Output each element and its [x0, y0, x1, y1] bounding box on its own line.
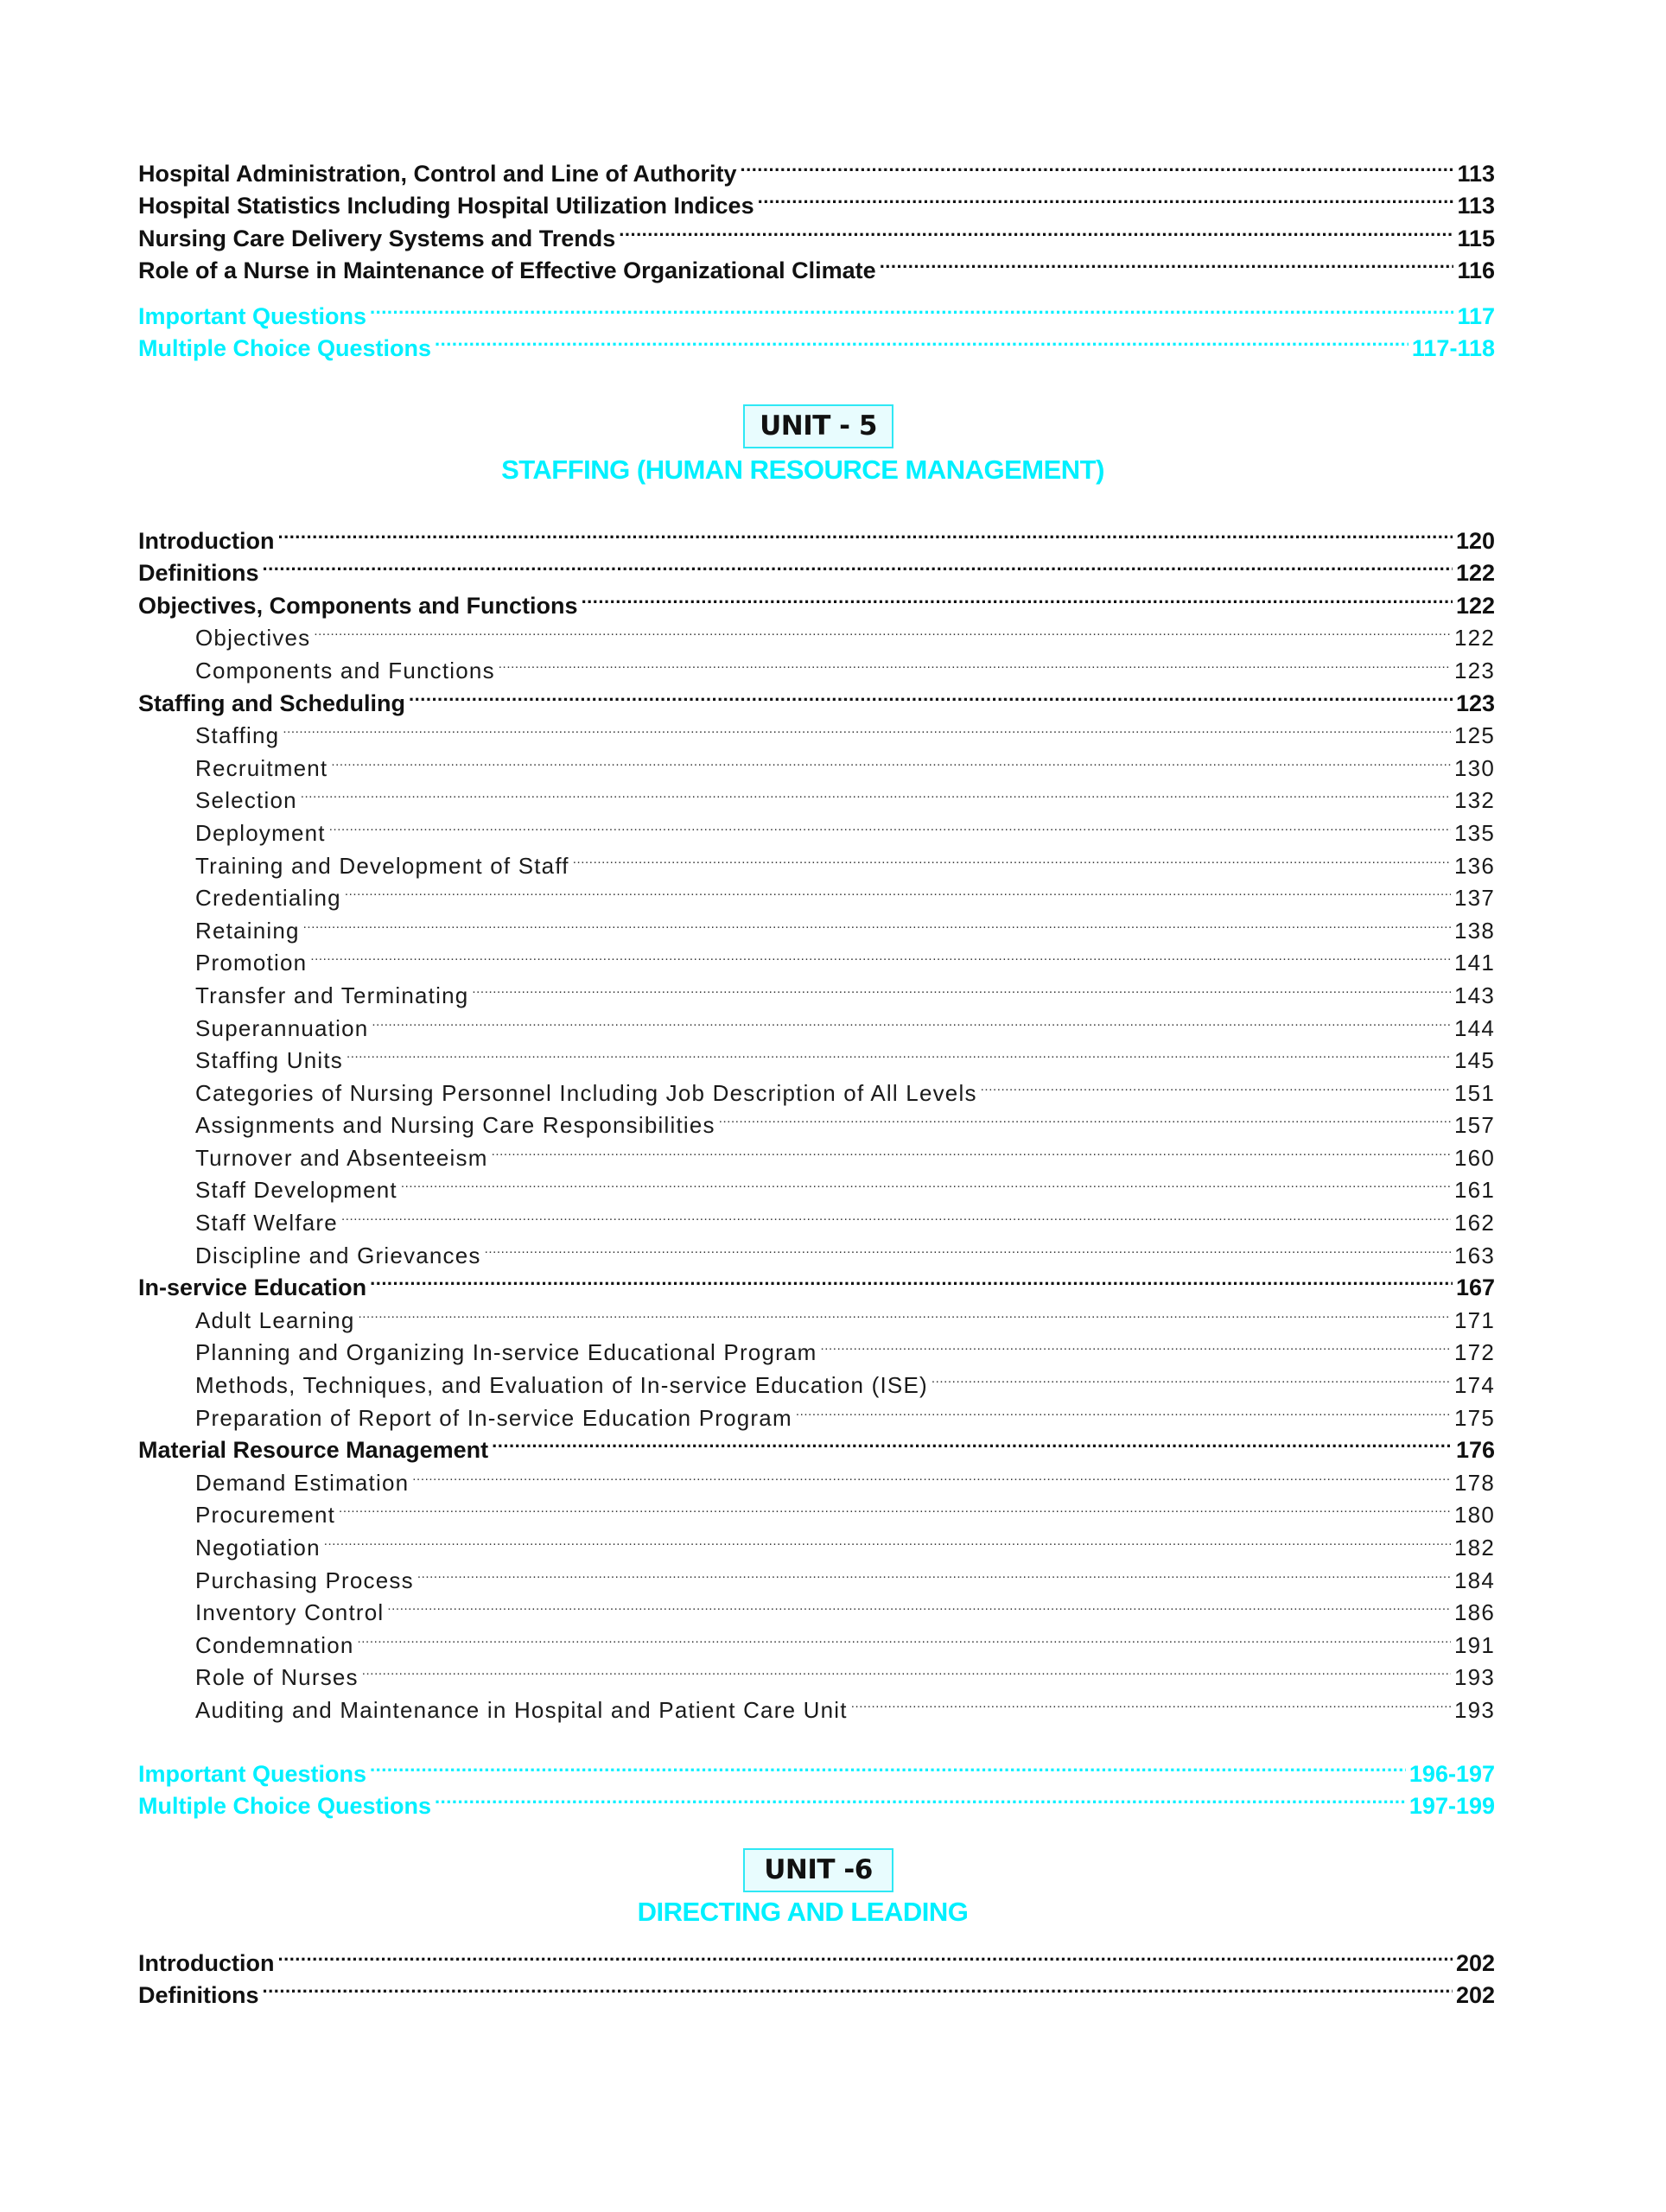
toc-entry[interactable] — [138, 1938, 1495, 1976]
dot-leader — [932, 1360, 1451, 1393]
toc-entry[interactable] — [138, 1971, 1495, 2009]
entry-title: Planning and Organizing In-service Educational Program — [195, 1339, 817, 1366]
entry-page: 191 — [1454, 1631, 1495, 1658]
entry-page: 162 — [1454, 1210, 1495, 1236]
toc-subentry[interactable] — [138, 841, 1495, 879]
entry-title: Nursing Care Delivery Systems and Trends — [138, 225, 616, 251]
unit-5-questions — [138, 1749, 1495, 1820]
entry-title: Condemnation — [195, 1631, 354, 1658]
entry-page: 171 — [1454, 1306, 1495, 1333]
entry-title: Definitions — [138, 560, 259, 587]
entry-title: Auditing and Maintenance in Hospital and Patient Care Unit — [195, 1696, 848, 1723]
entry-page: 113 — [1457, 160, 1495, 187]
dot-leader — [821, 1328, 1452, 1361]
dot-leader — [341, 1198, 1451, 1230]
toc-subentry[interactable] — [138, 1555, 1495, 1593]
entry-page: 175 — [1454, 1404, 1495, 1431]
entry-title: In-service Education — [138, 1274, 367, 1301]
entry-title: Staff Welfare — [195, 1210, 338, 1236]
entry-page: 180 — [1454, 1502, 1495, 1529]
entry-title: Categories of Nursing Personnel Including Job Description of All Levels — [195, 1079, 977, 1106]
unit-5-label: UNIT - 5 — [743, 404, 893, 448]
entry-title: Promotion — [195, 950, 308, 976]
entry-title: Role of Nurses — [195, 1664, 359, 1691]
entry-title: Role of a Nurse in Maintenance of Effective Organizational Climate — [138, 257, 876, 284]
toc-subentry[interactable] — [138, 711, 1495, 749]
entry-page: 151 — [1454, 1079, 1495, 1106]
entry-title: Important Questions — [138, 302, 367, 329]
entry-page: 160 — [1454, 1144, 1495, 1171]
top-questions — [138, 291, 1495, 362]
entry-title: Methods, Techniques, and Evaluation of In-service Education (ISE) — [195, 1372, 928, 1399]
entry-title: Transfer and Terminating — [195, 982, 469, 1008]
entry-page: 138 — [1454, 917, 1495, 944]
entry-page: 174 — [1454, 1372, 1495, 1399]
dot-leader — [347, 1036, 1451, 1069]
toc-subentry[interactable] — [138, 613, 1495, 652]
dot-leader — [314, 613, 1451, 646]
toc-subentry[interactable] — [138, 1230, 1495, 1268]
dot-leader — [582, 581, 1453, 613]
entry-page: 196-197 — [1408, 1760, 1495, 1787]
entry-title: Multiple Choice Questions — [138, 335, 432, 362]
dot-leader — [329, 808, 1451, 841]
dot-leader — [758, 181, 1454, 214]
toc-subentry[interactable] — [138, 1522, 1495, 1560]
toc-subentry[interactable] — [138, 1491, 1495, 1529]
dot-leader — [412, 1458, 1451, 1491]
entry-title: Training and Development of Staff — [195, 852, 569, 879]
toc-subentry[interactable] — [138, 776, 1495, 814]
dot-leader — [345, 874, 1451, 906]
dot-leader — [263, 549, 1453, 582]
entry-page: 144 — [1454, 1014, 1495, 1041]
entry-title: Adult Learning — [195, 1306, 355, 1333]
dot-leader — [417, 1555, 1451, 1588]
unit-6-label: UNIT -6 — [743, 1848, 893, 1892]
dot-leader — [880, 246, 1454, 279]
entry-page: 130 — [1454, 754, 1495, 781]
entry-page: 122 — [1455, 560, 1495, 587]
entry-page: 161 — [1454, 1177, 1495, 1204]
entry-page: 172 — [1454, 1339, 1495, 1366]
entry-page: 182 — [1454, 1535, 1495, 1560]
entry-title: Objectives — [195, 625, 311, 652]
entry-page: 202 — [1455, 1949, 1495, 1976]
entry-title: Discipline and Grievances — [195, 1242, 481, 1268]
entry-title: Credentialing — [195, 885, 341, 912]
entry-page: 157 — [1454, 1112, 1495, 1139]
dot-leader — [358, 1295, 1451, 1328]
dot-leader — [851, 1685, 1451, 1718]
entry-page: 125 — [1454, 722, 1495, 749]
toc-subentry[interactable] — [138, 743, 1495, 781]
dot-leader — [362, 1653, 1451, 1686]
unit-6-heading: DIRECTING AND LEADING — [637, 1897, 969, 1927]
entry-title: Demand Estimation — [195, 1469, 410, 1496]
entry-title: Hospital Administration, Control and Line of Authority — [138, 160, 737, 187]
toc-subentry[interactable] — [138, 906, 1495, 944]
important-questions-entry[interactable] — [138, 291, 1495, 329]
entry-page: 184 — [1454, 1567, 1495, 1593]
dot-leader — [435, 1782, 1406, 1815]
entry-page: 145 — [1454, 1047, 1495, 1074]
entry-page: 117 — [1457, 302, 1495, 329]
entry-title: Staffing Units — [195, 1047, 343, 1074]
entry-title: Negotiation — [195, 1535, 321, 1560]
dot-leader — [303, 906, 1451, 938]
dot-leader — [324, 1522, 1451, 1555]
entry-title: Deployment — [195, 819, 326, 846]
dot-leader — [283, 711, 1451, 744]
dot-leader — [301, 776, 1451, 809]
entry-page: 120 — [1455, 527, 1495, 554]
entry-page: 141 — [1454, 950, 1495, 976]
entry-title: Recruitment — [195, 754, 328, 781]
entry-page: 136 — [1454, 852, 1495, 879]
entry-page: 193 — [1454, 1664, 1495, 1691]
dot-leader — [277, 516, 1452, 549]
dot-leader — [370, 1749, 1406, 1782]
dot-leader — [310, 938, 1451, 971]
toc-subentry[interactable] — [138, 938, 1495, 976]
dot-leader — [401, 1166, 1451, 1198]
dot-leader — [358, 1620, 1452, 1653]
toc-subentry[interactable] — [138, 1198, 1495, 1236]
dot-leader — [263, 1971, 1453, 2004]
toc-subentry[interactable] — [138, 970, 1495, 1008]
dot-leader — [796, 1393, 1451, 1426]
dot-leader — [409, 678, 1453, 711]
entry-title: Objectives, Components and Functions — [138, 592, 578, 619]
entry-page: 137 — [1454, 885, 1495, 912]
dot-leader — [492, 1133, 1451, 1166]
entry-page: 116 — [1457, 257, 1495, 284]
dot-leader — [492, 1426, 1453, 1459]
entry-page: 143 — [1454, 982, 1495, 1008]
dot-leader — [981, 1068, 1451, 1101]
entry-title: Preparation of Report of In-service Education Program — [195, 1404, 792, 1431]
toc-entry[interactable] — [138, 516, 1495, 554]
entry-title: Retaining — [195, 917, 300, 944]
entry-title: Turnover and Absenteeism — [195, 1144, 488, 1171]
entry-title: Definitions — [138, 1982, 259, 2009]
dot-leader — [740, 149, 1453, 181]
entry-title: Introduction — [138, 1949, 275, 1976]
entry-title: Inventory Control — [195, 1599, 385, 1626]
dot-leader — [277, 1938, 1452, 1971]
entry-title: Staff Development — [195, 1177, 397, 1204]
dot-leader — [573, 841, 1451, 874]
entry-page: 178 — [1454, 1469, 1495, 1496]
entry-title: Superannuation — [195, 1014, 369, 1041]
entry-page: 193 — [1454, 1696, 1495, 1723]
dot-leader — [331, 743, 1451, 776]
entry-page: 176 — [1455, 1437, 1495, 1464]
entry-title: Purchasing Process — [195, 1567, 414, 1593]
dot-leader — [472, 970, 1451, 1003]
entry-title: Hospital Statistics Including Hospital Utilization Indices — [138, 193, 754, 219]
entry-page: 117-118 — [1411, 335, 1495, 362]
unit-5-heading: STAFFING (HUMAN RESOURCE MANAGEMENT) — [501, 454, 1104, 485]
entry-title: Important Questions — [138, 1760, 367, 1787]
entry-title: Material Resource Management — [138, 1437, 489, 1464]
top-entries — [138, 149, 1495, 284]
entry-page: 113 — [1457, 193, 1495, 219]
entry-page: 115 — [1457, 225, 1495, 251]
entry-page: 132 — [1454, 787, 1495, 814]
toc-entry[interactable] — [138, 549, 1495, 587]
dot-leader — [485, 1230, 1451, 1263]
entry-title: Staffing and Scheduling — [138, 690, 405, 716]
important-questions-entry[interactable] — [138, 1749, 1495, 1787]
entry-page: 167 — [1455, 1274, 1495, 1301]
entry-title: Procurement — [195, 1502, 336, 1529]
toc-entry[interactable] — [138, 149, 1495, 187]
dot-leader — [719, 1101, 1451, 1134]
entry-title: Multiple Choice Questions — [138, 1793, 432, 1820]
entry-page: 123 — [1455, 690, 1495, 716]
entry-page: 163 — [1454, 1242, 1495, 1268]
toc-entry[interactable] — [138, 581, 1495, 619]
dot-leader — [372, 1003, 1451, 1036]
entry-page: 197-199 — [1408, 1793, 1495, 1820]
entry-page: 135 — [1454, 819, 1495, 846]
entry-page: 186 — [1454, 1599, 1495, 1626]
dot-leader — [370, 291, 1453, 324]
entry-title: Staffing — [195, 722, 280, 749]
entry-title: Introduction — [138, 527, 275, 554]
entry-title: Selection — [195, 787, 297, 814]
dot-leader — [619, 213, 1453, 246]
toc-subentry[interactable] — [138, 645, 1495, 683]
entry-page: 123 — [1454, 657, 1495, 683]
entry-page: 202 — [1455, 1982, 1495, 2009]
dot-leader — [499, 645, 1451, 678]
entry-page: 122 — [1455, 592, 1495, 619]
dot-leader — [339, 1491, 1451, 1523]
entry-page: 122 — [1454, 625, 1495, 652]
entry-title: Assignments and Nursing Care Responsibilities — [195, 1112, 715, 1139]
unit-6-entries — [138, 1938, 1495, 2009]
entry-title: Components and Functions — [195, 657, 495, 683]
dot-leader — [387, 1588, 1451, 1621]
toc-subentry[interactable] — [138, 808, 1495, 846]
dot-leader — [370, 1263, 1453, 1296]
unit-5-entries — [138, 516, 1495, 1723]
dot-leader — [435, 324, 1408, 357]
